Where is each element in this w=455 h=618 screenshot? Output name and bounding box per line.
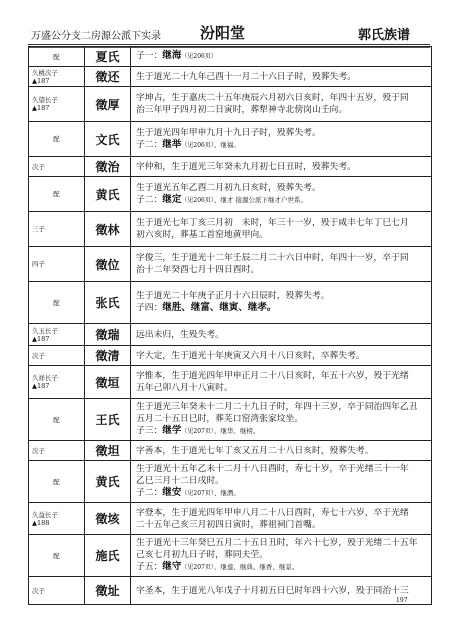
page-reference-note: （见207页）: [181, 564, 214, 571]
biography-line: 生于道光十三年癸巳五月二十五日丑时，年六十七岁，殁于光绪二十五年: [136, 538, 418, 548]
person-row: [29, 441, 431, 461]
biography-line: 字惟本，生于道光四年甲申正月二十八日亥时，年五十六岁，殁于光绪: [136, 371, 409, 381]
genealogy-table-body: [29, 47, 431, 604]
person-row: [29, 177, 431, 212]
person-name: 黄氏: [84, 461, 131, 503]
child-name: 继守: [162, 561, 182, 572]
relation-cell: [29, 157, 84, 177]
page-reference-note: （见206页）: [181, 196, 214, 204]
additional-children: 、继华、继榜。: [213, 427, 260, 435]
biography-line: 生于道光七年丁亥三月初 未时，年三十一岁，殁于咸丰七年丁巳七月: [136, 218, 409, 228]
person-row: [29, 366, 431, 399]
relation-cell: [29, 247, 84, 282]
biography-line: 五年己卯八月十八寅时。: [136, 383, 233, 393]
relation-cell: [29, 324, 84, 346]
biography-line: 生于道光二十九年己酉十一月二十六日子时，殁葬失考。: [136, 71, 356, 82]
children-count-label: 子一：: [136, 51, 163, 61]
additional-children: 、继潛。: [213, 489, 240, 497]
biography-cell: [131, 461, 431, 503]
relation-label: 配: [53, 52, 60, 61]
person-row: [29, 461, 431, 503]
children-line: [136, 487, 427, 500]
person-name: 徵厚: [84, 87, 131, 122]
person-row: [29, 503, 431, 535]
child-name: 继海: [162, 50, 182, 61]
biography-cell: [131, 366, 431, 399]
relation-cell: [29, 399, 84, 441]
children-count-label: 子二：: [136, 488, 163, 498]
person-name: 黄氏: [84, 177, 131, 212]
relation-label: 三子: [32, 225, 45, 233]
biography-cell: [131, 399, 431, 441]
child-name: 继举: [162, 138, 182, 150]
relation-cell: [29, 47, 84, 67]
relation-cell: [29, 577, 84, 604]
relation-cell: [29, 366, 84, 399]
person-row: [29, 47, 431, 67]
biography-line: 字圣本，生于道光八年戊子十月初五日巳时年四十六岁，殁于同治十三: [136, 585, 409, 596]
relation-cell: [29, 503, 84, 535]
relation-label: 次子: [32, 351, 45, 360]
person-name: 徵清: [84, 346, 131, 366]
page-reference-note: （见207页）: [181, 490, 214, 497]
child-name: 继定: [162, 193, 182, 205]
biography-cell: [131, 87, 431, 122]
person-name: 徵位: [84, 247, 131, 282]
relation-cell: [29, 87, 84, 122]
biography-cell: [131, 346, 431, 366]
person-row: [29, 212, 431, 247]
person-name: 徵垓: [84, 503, 131, 535]
person-row: [29, 67, 431, 87]
biography-line: 五月二十五日巳时，葬芜口窑湾张家坟坐。: [136, 414, 304, 424]
biography-cell: [131, 177, 431, 212]
relation-label: 久祥长子 ▲187: [32, 374, 58, 390]
biography-cell: [131, 122, 431, 157]
person-name: 徵还: [84, 67, 131, 87]
person-row: [29, 247, 431, 282]
children-line: [136, 139, 427, 152]
relation-label: 配: [53, 135, 60, 143]
biography-cell: [131, 67, 431, 87]
person-name: 张氏: [84, 282, 131, 324]
biography-cell: [131, 282, 431, 324]
children-line: [136, 425, 427, 438]
biography-line: 字大定，生于道光十年庚寅又六月十八日亥时，卒葬失考。: [136, 350, 365, 361]
biography-line: 己亥七月初九日子时，葬同夫茔。: [136, 550, 268, 560]
child-name: 继学: [162, 425, 182, 436]
children-count-label: 子五：: [136, 562, 163, 572]
relation-cell: [29, 282, 84, 324]
header-branch-title: 万盛公分支二房源公派下实录: [31, 31, 161, 42]
relation-cell: [29, 535, 84, 577]
biography-line: 生于道光十五年乙未十二月十八日酉时，寿七十岁，卒于光绪三十一年: [136, 464, 409, 474]
person-row: [29, 346, 431, 366]
page-header: [0, 0, 455, 44]
header-rule-thick: [28, 44, 430, 45]
children-count-label: 子四：: [136, 303, 163, 313]
biography-line: 生于道光五年乙酉二月初九日亥时，殁葬失考。: [136, 182, 321, 193]
biography-line: 生于道光三年癸未十二月二十九日子时，年四十三岁，卒于同治四年乙丑: [136, 402, 418, 412]
biography-line: 生于道光四年甲申九月十九日子时，殁葬失考。: [136, 127, 321, 138]
biography-cell: [131, 47, 431, 67]
biography-cell: [131, 212, 431, 247]
person-name: 徵林: [84, 212, 131, 247]
person-row: [29, 399, 431, 441]
person-name: 夏氏: [84, 47, 131, 67]
biography-cell: [131, 324, 431, 346]
person-name: 徵治: [84, 157, 131, 177]
page-reference-note: （见206页）: [181, 141, 214, 149]
person-name: 文氏: [84, 122, 131, 157]
child-name: 继胜、继富、继寅、继孝。: [162, 302, 277, 313]
additional-children: 、继福。: [213, 140, 240, 149]
relation-label: 久桃次子 ▲187: [32, 68, 58, 85]
biography-line: 字坤占，生于嘉庆二十五年庚辰六月初六日亥时，年四十五岁，殁于同: [136, 93, 409, 103]
biography-cell: [131, 577, 431, 604]
children-count-label: 子二：: [136, 194, 163, 205]
person-row: [29, 157, 431, 177]
biography-cell: [131, 157, 431, 177]
genealogy-table: [28, 46, 432, 605]
relation-cell: [29, 461, 84, 503]
relation-label: 配: [53, 298, 60, 307]
biography-line: 治十二年癸酉七月十四日酉时。: [136, 265, 260, 275]
relation-label: 配: [53, 415, 60, 424]
person-name: 施氏: [84, 535, 131, 577]
relation-label: 四子: [32, 260, 45, 268]
person-row: [29, 324, 431, 346]
relation-cell: [29, 212, 84, 247]
person-name: 王氏: [84, 399, 131, 441]
header-genealogy-title: 郭氏族谱: [358, 28, 411, 43]
relation-label: 配: [53, 190, 60, 198]
header-hall-name: 汾阳堂: [200, 24, 246, 42]
biography-line: 远出未归，生殁失考。: [136, 329, 224, 340]
relation-cell: [29, 177, 84, 212]
biography-line: 生于道光二十年庚子正月十六日辰时，殁葬失考。: [136, 291, 330, 301]
biography-line: 治三年甲子四月初二日寅时，葬犁神寺北傍岗山壬向。: [136, 105, 348, 115]
biography-cell: [131, 535, 431, 577]
relation-label: 配: [53, 477, 60, 486]
person-row: [29, 535, 431, 577]
biography-cell: [131, 503, 431, 535]
relation-label: 配: [53, 551, 60, 560]
person-row: [29, 122, 431, 157]
biography-line: 字善本，生于道光七年丁亥又五月二十八日亥时，殁葬失考。: [136, 445, 374, 456]
children-line: [136, 50, 427, 63]
biography-cell: [131, 247, 431, 282]
person-name: 徵瑞: [84, 324, 131, 346]
person-row: [29, 87, 431, 122]
biography-line: 字仲和，生于道光三年癸未九月初七日丑时，殁葬失考。: [136, 161, 356, 172]
biography-line: 字登本，生于道光四年甲申八月二十八日酉时，寿七十六岁，卒于光绪: [136, 507, 409, 518]
biography-line: 字俊三，生于道光十二年壬辰二月二十六日申时，年四十一岁，卒于同: [136, 253, 409, 263]
person-row: [29, 282, 431, 324]
relation-label: 次子: [32, 586, 45, 595]
biography-line: 二十五年己亥三月初四日寅时，葬祖祠门首嘴。: [136, 519, 321, 530]
relation-cell: [29, 346, 84, 366]
relation-label: 久玉长子 ▲187: [32, 326, 58, 343]
relation-cell: [29, 441, 84, 461]
page-number: 197: [396, 597, 408, 604]
biography-cell: [131, 441, 431, 461]
biography-line: 乙巳三月十二日戌时。: [136, 476, 224, 486]
children-line: [136, 302, 427, 315]
person-name: 徵垣: [84, 366, 131, 399]
relation-cell: [29, 122, 84, 157]
children-line: [136, 194, 427, 207]
child-name: 继安: [162, 487, 182, 498]
relation-label: 久益长子 ▲188: [32, 510, 58, 527]
additional-children: 、继才 接源公派下继才户世系。: [213, 195, 307, 204]
person-row: [29, 577, 431, 604]
children-line: [136, 561, 427, 574]
person-name: 徵坦: [84, 441, 131, 461]
page-reference-note: （见206页）: [181, 53, 217, 60]
relation-cell: [29, 67, 84, 87]
children-count-label: 子二：: [136, 139, 163, 150]
relation-label: 次子: [32, 446, 45, 455]
relation-label: 久望长子 ▲187: [32, 96, 58, 112]
biography-line: 初六亥时，葬基工首窑地黄甲向。: [136, 230, 268, 240]
person-name: 徵址: [84, 577, 131, 604]
page-reference-note: （见207页）: [181, 428, 214, 435]
additional-children: 、继莲、继典、继香、继景。: [213, 563, 299, 571]
relation-label: 次子: [32, 162, 45, 171]
children-count-label: 子三：: [136, 426, 163, 436]
